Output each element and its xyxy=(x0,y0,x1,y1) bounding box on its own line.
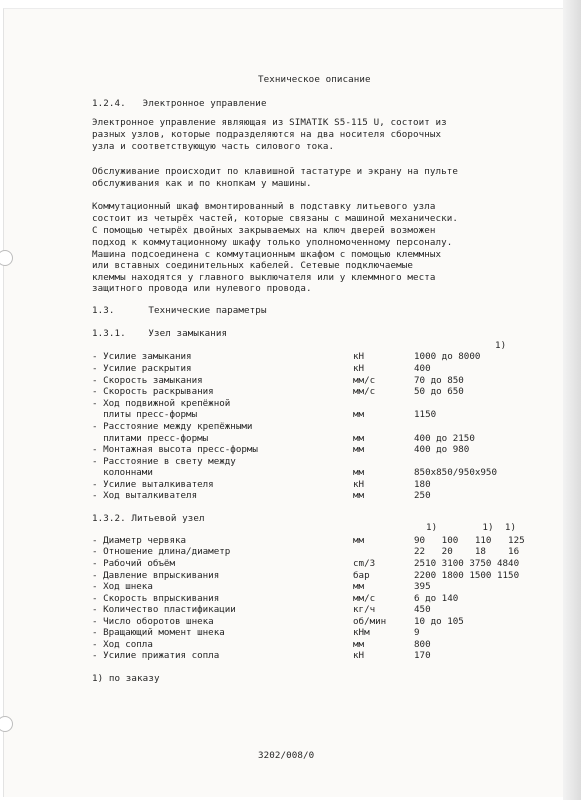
param-unit: бар xyxy=(353,570,370,581)
param-unit: кН xyxy=(353,479,365,490)
param-label: - Вращающий момент шнека xyxy=(92,627,225,638)
param-label: - Ход сопла xyxy=(92,639,153,650)
param-label: - Скорость замыкания xyxy=(92,375,203,386)
param-value: 400 до 2150 xyxy=(414,433,475,444)
param-label: - Усилие прижатия сопла xyxy=(92,650,220,661)
table-row xyxy=(0,593,560,604)
paragraph-line: разных узлов, которые подразделяются на два носителя сборочных xyxy=(92,129,442,140)
table-row xyxy=(0,363,560,374)
table-row xyxy=(0,650,560,661)
table-row xyxy=(0,490,560,501)
param-label: плитами пресс-формы xyxy=(92,433,209,444)
param-unit: мм/с xyxy=(353,375,376,386)
table-row xyxy=(0,479,560,490)
param-label: колоннами xyxy=(92,467,153,478)
param-label: - Монтажная высота пресс-формы xyxy=(92,444,258,455)
section-124-heading: 1.2.4. Электронное управление xyxy=(92,98,267,109)
table-row xyxy=(0,351,560,362)
param-value: 22 20 18 16 xyxy=(414,546,520,557)
param-value: 400 xyxy=(414,363,431,374)
footnote-marks: 1) 1) 1) xyxy=(426,522,517,533)
param-unit: мм xyxy=(353,467,365,478)
table-row xyxy=(0,444,560,455)
page-edge-shadow xyxy=(563,0,581,800)
paragraph-line: Электронное управление являющая из SIMATIK S5-115 U, состоит из xyxy=(92,117,447,128)
paragraph-line: Обслуживание происходит по клавишной тастатуре и экрану на пульте xyxy=(92,166,459,177)
footnote-text: 1) по заказу xyxy=(92,673,160,684)
table-row xyxy=(0,398,560,409)
section-13-heading: 1.3. Технические параметры xyxy=(92,305,267,316)
table-row xyxy=(0,627,560,638)
param-unit: мм/с xyxy=(353,386,376,397)
paragraph-line: Машина подсоединена с коммутационным шкафом с помощью клеммных xyxy=(92,249,442,260)
footnote-mark: 1) xyxy=(495,340,507,351)
table-row xyxy=(0,639,560,650)
table-row xyxy=(0,558,560,569)
param-value: 850x850/950x950 xyxy=(414,467,497,478)
table-row xyxy=(0,546,560,557)
paragraph-line: защитного провода или нулевого провода. xyxy=(92,283,312,294)
table-row xyxy=(0,433,560,444)
param-value: 90 100 110 125 xyxy=(414,535,525,546)
section-132-heading: 1.3.2. Литьевой узел xyxy=(92,513,205,524)
param-value: 450 xyxy=(414,604,431,615)
table-row xyxy=(0,421,560,432)
document-title: Техническое описание xyxy=(258,74,371,85)
paragraph-line: узла и соответствующую часть силового тока. xyxy=(92,141,335,152)
param-label: - Давление впрыскивания xyxy=(92,570,220,581)
param-unit: мм xyxy=(353,535,365,546)
paragraph-line: подход к коммутационному шкафу только уполномоченному персоналу. xyxy=(92,237,453,248)
table-row xyxy=(0,570,560,581)
param-label: - Рабочий объём xyxy=(92,558,175,569)
paragraph-line: клеммы находятся у главного выключателя или у клеммного места xyxy=(92,272,436,283)
table-row xyxy=(0,386,560,397)
param-label: - Усилие раскрытия xyxy=(92,363,192,374)
table-row xyxy=(0,467,560,478)
param-label: - Расстояние между крепёжными xyxy=(92,421,253,432)
param-unit: об/мин xyxy=(353,616,387,627)
param-label: - Скорость впрыскивания xyxy=(92,593,220,604)
param-label: - Количество пластификации xyxy=(92,604,236,615)
param-unit: мм xyxy=(353,639,365,650)
paragraph-line: состоит из четырёх частей, которые связаны с машиной механически. xyxy=(92,213,459,224)
param-value: 6 до 140 xyxy=(414,593,459,604)
param-unit: cm/3 xyxy=(353,558,376,569)
param-unit: мм xyxy=(353,490,365,501)
param-label: - Ход выталкивателя xyxy=(92,490,198,501)
param-unit: мм xyxy=(353,433,365,444)
param-value: 170 xyxy=(414,650,431,661)
param-value: 395 xyxy=(414,581,431,592)
table-row xyxy=(0,604,560,615)
param-value: 180 xyxy=(414,479,431,490)
table-row xyxy=(0,456,560,467)
param-unit: кН xyxy=(353,363,365,374)
param-label: плиты пресс-формы xyxy=(92,409,198,420)
param-label: - Скорость раскрывания xyxy=(92,386,214,397)
param-value: 2200 1800 1500 1150 xyxy=(414,570,520,581)
param-unit: мм xyxy=(353,409,365,420)
param-unit: кг/ч xyxy=(353,604,376,615)
param-unit: мм xyxy=(353,444,365,455)
document-number: 3202/008/0 xyxy=(258,750,315,761)
paragraph-line: С помощью четырёх двойных закрываемых на ключ дверей возможен xyxy=(92,225,436,236)
param-unit: кН xyxy=(353,650,365,661)
param-value: 10 до 105 xyxy=(414,616,464,627)
param-value: 2510 3100 3750 4840 xyxy=(414,558,520,569)
param-unit: кН xyxy=(353,351,365,362)
param-value: 9 xyxy=(414,627,420,638)
param-label: - Число оборотов шнека xyxy=(92,616,214,627)
param-value: 400 до 980 xyxy=(414,444,470,455)
param-value: 1150 xyxy=(414,409,437,420)
param-label: - Ход шнека xyxy=(92,581,153,592)
param-value: 1000 до 8000 xyxy=(414,351,481,362)
table-row xyxy=(0,581,560,592)
param-value: 70 до 850 xyxy=(414,375,464,386)
table-row xyxy=(0,616,560,627)
param-label: - Диаметр червяка xyxy=(92,535,187,546)
param-label: - Расстояние в свету между xyxy=(92,456,236,467)
param-label: - Ход подвижной крепёжной xyxy=(92,398,231,409)
paragraph-line: обслуживания как и по кнопкам у машины. xyxy=(92,178,312,189)
param-unit: мм/с xyxy=(353,593,376,604)
param-label: - Отношение длина/диаметр xyxy=(92,546,231,557)
paragraph-line: Коммутационный шкаф вмонтированный в подставку литьевого узла xyxy=(92,201,436,212)
section-131-heading: 1.3.1. Узел замыкания xyxy=(92,328,228,339)
param-value: 250 xyxy=(414,490,431,501)
table-row xyxy=(0,535,560,546)
param-unit: мм xyxy=(353,581,365,592)
param-unit: кНм xyxy=(353,627,370,638)
param-value: 50 до 650 xyxy=(414,386,464,397)
param-label: - Усилие замыкания xyxy=(92,351,192,362)
param-value: 800 xyxy=(414,639,431,650)
paragraph-line: или вставных соединительных кабелей. Сетевые подключаемые xyxy=(92,260,413,271)
param-label: - Усилие выталкивателя xyxy=(92,479,214,490)
table-row xyxy=(0,409,560,420)
table-row xyxy=(0,375,560,386)
